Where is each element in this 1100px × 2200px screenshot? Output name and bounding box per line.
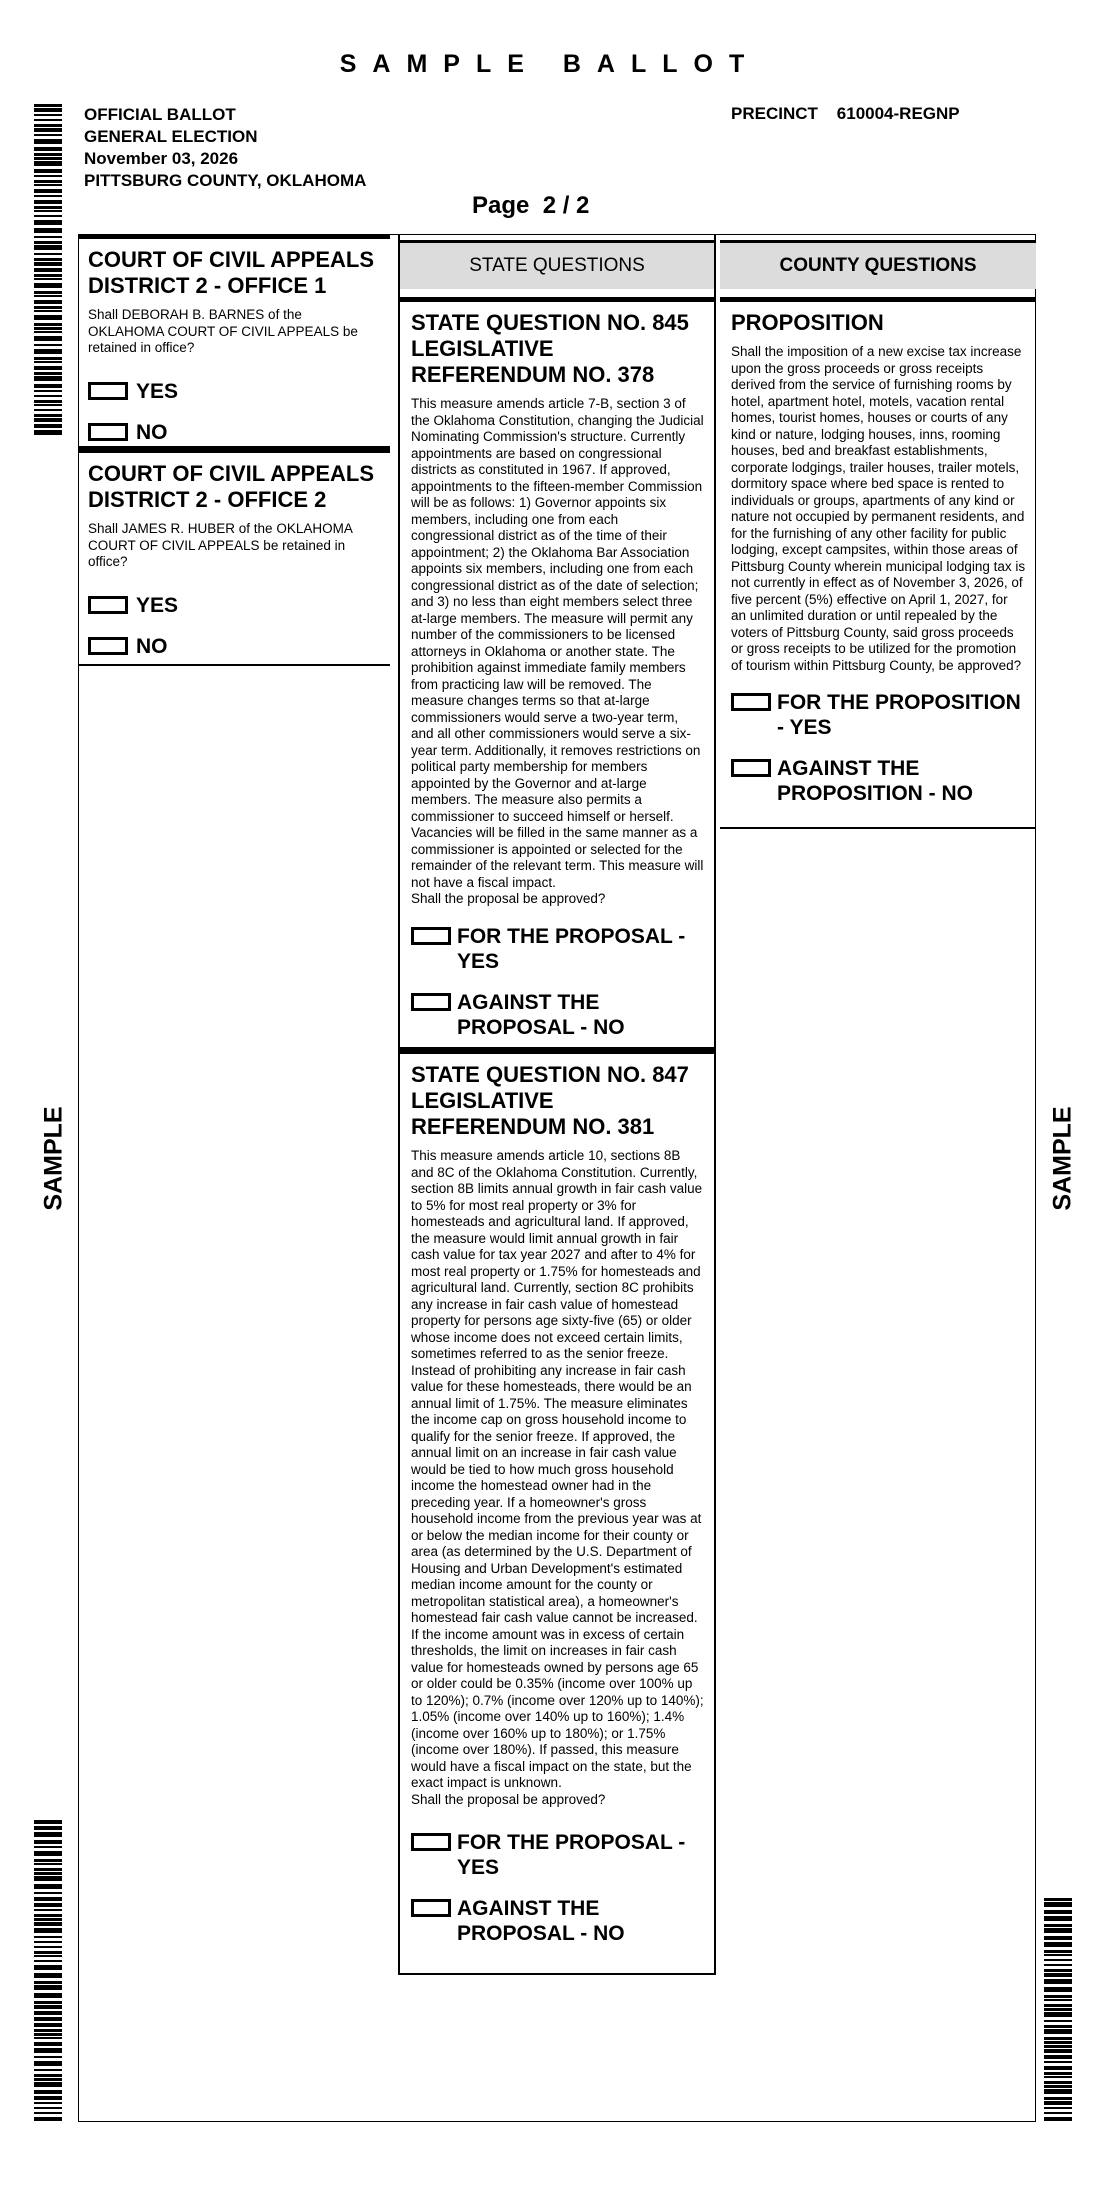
contest-title: COURT OF CIVIL APPEALS DISTRICT 2 - OFFICE 2	[88, 461, 375, 512]
barcode-stripe	[34, 1851, 62, 1856]
barcode-stripe	[34, 1946, 62, 1948]
barcode-stripe	[34, 2011, 62, 2015]
barcode-stripe	[34, 169, 62, 173]
barcode-stripe	[34, 184, 62, 186]
option-label: NO	[136, 420, 168, 444]
barcode-stripe	[34, 2069, 62, 2071]
judicial-column	[78, 234, 390, 666]
barcode-stripe	[34, 331, 62, 333]
barcode-stripe	[34, 1876, 62, 1881]
barcode-stripe	[34, 2037, 62, 2039]
vote-oval[interactable]	[88, 596, 128, 614]
barcode-stripe	[34, 2096, 62, 2100]
barcode-stripe	[1044, 1979, 1072, 1984]
barcode-stripe	[1044, 1928, 1072, 1933]
option-no[interactable]	[88, 634, 380, 659]
barcode-stripe	[1044, 2097, 1072, 2100]
barcode-stripe	[34, 310, 62, 312]
barcode-stripe	[1044, 2101, 1072, 2105]
barcode-stripe	[34, 114, 62, 116]
barcode-stripe	[34, 1826, 62, 1830]
barcode-stripe	[34, 349, 62, 354]
option-against[interactable]	[411, 990, 704, 1040]
option-label: NO	[136, 634, 168, 658]
contest-text: This measure amends article 7-B, section 3 of the Oklahoma Constitution, changing the Judicial Nominating Commission's structure. Currently appointments are based on congressional districts as constituted in 1967. If approved, appointments to the fifteen-member Commission will be as follows: 1) Governor appoints six members, including one from each congressional district as of the time of their appointment; 2) the Oklahoma Bar Association appoints six members, including one from each congressional district as of the date of selection; and 3) no less than eight members select three at-large members. The measure will permit any number of the commissioners to be licensed attorneys in Oklahoma or another state. The prohibition against immediate family members from practicing law will be removed. The measure changes terms so that at-large commissioners would serve a two-year term, and all other commissioners would serve a six-year term. Additionally, it removes restrictions on political party membership for members appointed by the Governor and at-large members. The measure also permits a commissioner to succeed himself or herself. Vacancies will be filled in the same manner as a commissioner is appointed or selected for the remainder of the relevant term. This measure will not have a fiscal impact.	[411, 396, 704, 890]
barcode-stripe	[1044, 2112, 1072, 2114]
barcode-stripe	[1044, 2029, 1072, 2034]
option-label: FOR THE PROPOSAL - YES	[457, 1831, 686, 1879]
barcode-stripe	[1044, 2061, 1072, 2063]
contest-text: Shall DEBORAH B. BARNES of the OKLAHOMA COURT OF CIVIL APPEALS be retained in office?	[88, 307, 358, 355]
barcode-stripe	[34, 175, 62, 177]
state-questions-column	[398, 234, 716, 1975]
barcode-stripe	[34, 1936, 62, 1938]
barcode-stripe	[34, 262, 62, 266]
option-yes[interactable]	[88, 593, 380, 618]
barcode-stripe	[1044, 1969, 1072, 1972]
barcode-stripe	[34, 1965, 62, 1970]
barcode-stripe	[34, 1981, 62, 1984]
option-for[interactable]	[411, 924, 704, 974]
vote-oval[interactable]	[88, 637, 128, 655]
barcode-stripe	[34, 2112, 62, 2114]
option-yes[interactable]	[88, 379, 380, 404]
barcode-stripe	[34, 1903, 62, 1907]
barcode-stripe	[34, 1868, 62, 1871]
barcode-bottom-right	[1044, 1898, 1072, 2123]
barcode-stripe	[1044, 2020, 1072, 2022]
barcode-stripe	[34, 384, 62, 388]
barcode-stripe	[34, 236, 62, 238]
barcode-stripe	[1044, 2081, 1072, 2084]
contest-text: Shall JAMES R. HUBER of the OKLAHOMA COURT OF CIVIL APPEALS be retained in office?	[88, 521, 353, 569]
barcode-stripe	[34, 1872, 62, 1875]
barcode-stripe	[34, 2082, 62, 2087]
barcode-stripe	[34, 2117, 62, 2121]
contest-title: PROPOSITION	[731, 310, 884, 335]
option-no[interactable]	[88, 420, 380, 445]
barcode-stripe	[34, 291, 62, 294]
barcode-stripe	[1044, 1942, 1072, 1947]
barcode-stripe	[34, 206, 62, 209]
barcode-stripe	[34, 278, 62, 280]
barcode-stripe	[34, 147, 62, 151]
barcode-stripe	[1044, 2117, 1072, 2121]
barcode-stripe	[1044, 2037, 1072, 2040]
option-label: YES	[136, 593, 179, 617]
sample-watermark-right: SAMPLE	[1048, 1106, 1077, 1211]
barcode-stripe	[1044, 1995, 1072, 1998]
contest-text: This measure amends article 10, sections 8B and 8C of the Oklahoma Constitution. Currently, section 8B limits annual growth in fair cash value to 5% for most real property or 3% for homesteads and agricultural land. If approved, the measure would limit annual growth in fair cash value for tax year 2027 and after to 4% for most real property or 1.75% for homesteads and agricultural land. Currently, section 8C prohibits any increase in fair cash value of homestead property for persons age sixty-five (65) or older whose income does not exceed certain limits, sometimes referred to as the senior freeze. Instead of prohibiting any increase in fair cash value for these homesteads, there would be an annual limit of 1.75%. The measure eliminates the income cap on gross household income to qualify for the senior freeze. If approved, the annual limit on an increase in fair cash value would be tied to how much gross household income the homestead owner had in the preceding year. If a homeowner's gross household income from the previous year was at or below the median income for their county or area (as determined by the U.S. Department of Housing and Urban Development's estimated median income amount for the county or metropolitan statistical area), a homeowner's homestead fair cash value cannot be increased. If the income amount was in excess of certain thresholds, the limit on increases in fair cash value for homesteads owned by persons age 65 or older could be 0.35% (income over 100% up to 120%); 0.7% (income over 120% up to 140%); 1.05% (income over 140% up to 160%); 1.4% (income over 160% up to 180%); or 1.75% (income over 180%). If passed, this measure would have a fiscal impact on the state, but the exact impact is unknown.	[411, 1148, 704, 1790]
page-number: Page 2 / 2	[472, 192, 590, 219]
barcode-stripe	[34, 119, 62, 121]
barcode-stripe	[34, 268, 62, 272]
barcode-stripe	[1044, 2085, 1072, 2088]
barcode-stripe	[1044, 2066, 1072, 2070]
barcode-stripe	[34, 283, 62, 288]
barcode-stripe	[34, 366, 62, 370]
barcode-stripe	[34, 1863, 62, 1865]
option-label: FOR THE PROPOSITION - YES	[777, 691, 1021, 739]
barcode-stripe	[34, 2061, 62, 2066]
barcode-stripe	[34, 153, 62, 156]
header-line: GENERAL ELECTION	[84, 127, 258, 146]
barcode-stripe	[34, 2074, 62, 2077]
barcode-stripe	[1044, 2012, 1072, 2017]
contest-text: Shall the imposition of a new excise tax increase upon the gross proceeds or gross receipts derived from the service of furnishing rooms by hotel, apartment hotel, motels, vacation rental homes, tourist homes, houses or courts of any kind or nature, lodging houses, inns, rooming houses, bed and breakfast establishments, corporate lodgings, trailer houses, trailer motels, dormitory space where bed space is rented to individuals or groups, apartments of any kind or nature not occupied by permanent residents, and for the furnishing of any other facility for public lodging, except campsites, within those areas of Pittsburg County wherein municipal lodging tax is not currently in effect as of November 3, 2026, of five percent (5%) effective on April 1, 2027, for an unlimited duration or until repealed by the voters of Pittsburg County, said gross proceeds or gross receipts to be utilized for the promotion of tourism within Pittsburg County, be approved?	[731, 344, 1026, 673]
barcode-stripe	[34, 1820, 62, 1824]
barcode-stripe	[34, 1909, 62, 1911]
barcode-stripe	[34, 315, 62, 320]
vote-oval[interactable]	[411, 993, 451, 1011]
barcode-stripe	[34, 361, 62, 363]
contest-title: STATE QUESTION NO. 845 LEGISLATIVE REFERENDUM NO. 378	[411, 310, 689, 387]
barcode-stripe	[1044, 2004, 1072, 2007]
barcode-stripe	[34, 357, 62, 360]
barcode-stripe	[1044, 2055, 1072, 2059]
barcode-stripe	[34, 200, 62, 204]
vote-oval[interactable]	[731, 759, 771, 777]
ballot-header	[84, 104, 366, 192]
sample-watermark-left: SAMPLE	[39, 1106, 68, 1211]
barcode-stripe	[34, 104, 62, 107]
barcode-stripe	[1044, 1916, 1072, 1921]
barcode-stripe	[1044, 2089, 1072, 2094]
barcode-stripe	[34, 1892, 62, 1894]
barcode-stripe	[34, 1985, 62, 1990]
barcode-stripe	[34, 228, 62, 233]
option-for[interactable]	[731, 690, 1026, 740]
vote-oval[interactable]	[88, 423, 128, 441]
barcode-stripe	[34, 2090, 62, 2094]
barcode-stripe	[34, 2033, 62, 2036]
barcode-stripe	[34, 404, 62, 406]
option-against[interactable]	[731, 756, 1026, 806]
ballot-title: SAMPLE BALLOT	[339, 50, 761, 78]
barcode-stripe	[34, 189, 62, 193]
barcode-stripe	[34, 245, 62, 250]
barcode-stripe	[34, 400, 62, 403]
barcode-stripe	[34, 1951, 62, 1954]
option-for[interactable]	[411, 1830, 704, 1880]
barcode-stripe	[1044, 2076, 1072, 2078]
barcode-stripe	[34, 139, 62, 144]
contest-office-1	[78, 234, 390, 448]
barcode-stripe	[34, 344, 62, 346]
header-line: OFFICIAL BALLOT	[84, 105, 236, 124]
barcode-stripe	[34, 258, 62, 261]
option-label: AGAINST THE PROPOSAL - NO	[457, 1897, 625, 1945]
barcode-stripe	[34, 220, 62, 225]
barcode-stripe	[1044, 2072, 1072, 2075]
barcode-stripe	[1044, 1973, 1072, 1977]
barcode-stripe	[34, 253, 62, 255]
barcode-stripe	[34, 1840, 62, 1844]
barcode-stripe	[34, 1955, 62, 1957]
barcode-stripe	[34, 134, 62, 136]
barcode-stripe	[1044, 1936, 1072, 1940]
barcode-stripe	[34, 161, 62, 166]
barcode-stripe	[34, 1914, 62, 1917]
contest-title: STATE QUESTION NO. 847 LEGISLATIVE REFERENDUM NO. 381	[411, 1062, 689, 1139]
barcode-stripe	[34, 157, 62, 160]
barcode-stripe	[34, 2056, 62, 2058]
barcode-stripe	[34, 295, 62, 297]
barcode-stripe	[34, 210, 62, 212]
barcode-stripe	[34, 2107, 62, 2109]
barcode-stripe	[1044, 1999, 1072, 2001]
barcode-stripe	[34, 180, 62, 183]
vote-oval[interactable]	[411, 927, 451, 945]
barcode-stripe	[34, 1918, 62, 1921]
barcode-stripe	[1044, 2041, 1072, 2044]
header-line: November 03, 2026	[84, 149, 239, 168]
precinct-label: PRECINCT 610004-REGNP	[731, 104, 960, 123]
option-label: AGAINST THE PROPOSAL - NO	[457, 990, 625, 1039]
barcode-stripe	[1044, 1964, 1072, 1966]
barcode-stripe	[1044, 2025, 1072, 2028]
barcode-stripe	[34, 2005, 62, 2009]
barcode-stripe	[1044, 2049, 1072, 2053]
barcode-stripe	[34, 195, 62, 197]
barcode-stripe	[34, 2001, 62, 2004]
vote-oval[interactable]	[411, 1833, 451, 1851]
option-label: AGAINST THE PROPOSITION - NO	[777, 757, 974, 805]
vote-oval[interactable]	[88, 382, 128, 400]
barcode-stripe	[1044, 1902, 1072, 1907]
barcode-stripe	[1044, 1954, 1072, 1956]
barcode-stripe	[1044, 1910, 1072, 1914]
contest-sq-847	[400, 1049, 714, 1975]
column-header: STATE QUESTIONS	[400, 240, 714, 289]
barcode-stripe	[34, 2023, 62, 2027]
barcode-stripe	[34, 1941, 62, 1943]
barcode-stripe	[1044, 2008, 1072, 2011]
contest-question: Shall the proposal be approved?	[411, 1791, 606, 1807]
barcode-stripe	[34, 327, 62, 330]
barcode-stripe	[34, 395, 62, 397]
barcode-stripe	[34, 409, 62, 411]
barcode-stripe	[34, 2029, 62, 2032]
barcode-stripe	[34, 1973, 62, 1978]
barcode-stripe	[34, 108, 62, 112]
barcode-stripe	[34, 1928, 62, 1933]
barcode-stripe	[34, 414, 62, 417]
barcode-stripe	[34, 306, 62, 309]
barcode-stripe	[34, 1960, 62, 1962]
barcode-stripe	[1044, 2045, 1072, 2048]
barcode-stripe	[34, 1922, 62, 1926]
contest-proposition	[720, 297, 1036, 829]
barcode-stripe	[34, 336, 62, 341]
barcode-stripe	[34, 1832, 62, 1837]
barcode-stripe	[1044, 1924, 1072, 1927]
barcode-stripe	[34, 124, 62, 127]
barcode-stripe	[34, 1884, 62, 1889]
barcode-stripe	[34, 1859, 62, 1862]
barcode-stripe	[34, 1897, 62, 1901]
barcode-stripe	[34, 390, 62, 392]
barcode-stripe	[34, 215, 62, 217]
barcode-stripe	[34, 1846, 62, 1848]
barcode-stripe	[34, 2078, 62, 2081]
header-line: PITTSBURG COUNTY, OKLAHOMA	[84, 171, 367, 190]
barcode-stripe	[34, 274, 62, 277]
barcode-stripe	[34, 430, 62, 435]
county-questions-column	[720, 234, 1036, 829]
option-label: FOR THE PROPOSAL - YES	[457, 924, 686, 973]
column-header: COUNTY QUESTIONS	[720, 240, 1036, 289]
barcode-stripe	[1044, 1898, 1072, 1901]
barcode-stripe	[34, 372, 62, 375]
barcode-stripe	[34, 2042, 62, 2046]
barcode-top-left	[34, 104, 62, 438]
barcode-stripe	[34, 300, 62, 304]
option-against[interactable]	[411, 1896, 704, 1946]
contest-question: Shall the proposal be approved?	[411, 891, 606, 906]
barcode-stripe	[34, 418, 62, 422]
contest-title: COURT OF CIVIL APPEALS DISTRICT 2 - OFFICE 1	[88, 247, 375, 298]
barcode-stripe	[1044, 2107, 1072, 2109]
barcode-stripe	[34, 424, 62, 428]
barcode-stripe	[34, 2048, 62, 2053]
barcode-stripe	[34, 376, 62, 381]
barcode-stripe	[34, 1993, 62, 1998]
barcode-stripe	[34, 2017, 62, 2021]
barcode-bottom-left	[34, 1820, 62, 2123]
barcode-stripe	[34, 323, 62, 326]
vote-oval[interactable]	[731, 693, 771, 711]
barcode-stripe	[1044, 1950, 1072, 1953]
barcode-stripe	[34, 241, 62, 244]
barcode-stripe	[34, 2102, 62, 2104]
vote-oval[interactable]	[411, 1899, 451, 1917]
barcode-stripe	[1044, 1959, 1072, 1961]
contest-sq-845	[400, 297, 714, 1049]
barcode-stripe	[34, 128, 62, 132]
option-label: YES	[136, 379, 179, 403]
barcode-stripe	[1044, 1987, 1072, 1992]
contest-office-2	[78, 448, 390, 666]
